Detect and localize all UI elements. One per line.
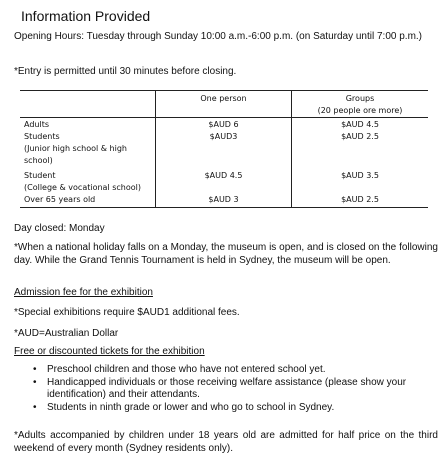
table-row-college-group: $AUD 3.5	[341, 171, 379, 180]
table-top-border	[20, 90, 428, 91]
bullet-icon: •	[33, 376, 37, 388]
header-one-person: One person	[200, 94, 247, 103]
table-row-students-group: $AUD 2.5	[341, 132, 379, 141]
table-header-border	[20, 117, 428, 118]
day-closed: Day closed: Monday	[14, 223, 105, 234]
table-row-college-label: Student	[24, 171, 56, 180]
holiday-note: *When a national holiday falls on a Monday, the museum is open, and is closed on the following day. While the Grand Tennis Tournament is held in Sydney, the museum will be open.	[14, 242, 438, 266]
table-row-seniors-label: Over 65 years old	[24, 195, 96, 204]
table-row-adults-group: $AUD 4.5	[341, 120, 379, 129]
list-item	[14, 402, 440, 415]
bullet-icon: •	[33, 401, 37, 413]
header-groups: Groups	[345, 94, 375, 103]
table-row-college-label-2: (College & vocational school)	[24, 183, 141, 192]
opening-hours: Opening Hours: Tuesday through Sunday 10:00 a.m.-6:00 p.m. (on Saturday until 7:00 p.m.)	[14, 31, 423, 42]
table-bottom-border	[20, 207, 428, 208]
page-title: Information Provided	[21, 8, 151, 24]
table-row-adults-label: Adults	[24, 120, 50, 129]
aud-note: *AUD=Australian Dollar	[14, 328, 119, 339]
table-row-students-label-3: school)	[24, 156, 53, 165]
adults-accompanied-note: *Adults accompanied by children under 18 years old are admitted for half price on the third weekend of every month (Sydney residents only).	[14, 430, 438, 454]
list-item-text: Preschool children and those who have not entered school yet.	[47, 364, 326, 375]
table-row-adults-one: $AUD 6	[208, 120, 239, 129]
free-tickets-heading: Free or discounted tickets for the exhibition	[14, 346, 205, 357]
table-row-students-label-2: (Junior high school & high	[24, 144, 127, 153]
special-exhibition-note: *Special exhibitions require $AUD1 additional fees.	[14, 307, 240, 318]
table-col-divider-1	[155, 90, 156, 208]
table-row-college-one: $AUD 4.5	[204, 171, 243, 180]
table-row-students-one: $AUD3	[209, 132, 238, 141]
bullet-icon: •	[33, 364, 37, 375]
list-item-text: Handicapped individuals or those receiving welfare assistance (please show your identification) and their attendants.	[47, 376, 407, 401]
free-tickets-list	[14, 364, 440, 414]
list-item	[14, 377, 440, 402]
table-row-seniors-one: $AUD 3	[208, 195, 239, 204]
admission-heading: Admission fee for the exhibition	[14, 287, 153, 298]
header-groups-sub: (20 people ore more)	[317, 106, 403, 115]
admission-price-table	[20, 90, 428, 208]
list-item-text: Students in ninth grade or lower and who go to school in Sydney.	[47, 401, 335, 413]
table-row-seniors-group: $AUD 2.5	[341, 195, 379, 204]
entry-note: *Entry is permitted until 30 minutes before closing.	[14, 66, 237, 77]
list-item	[14, 364, 440, 377]
table-row-students-label: Students	[24, 132, 60, 141]
